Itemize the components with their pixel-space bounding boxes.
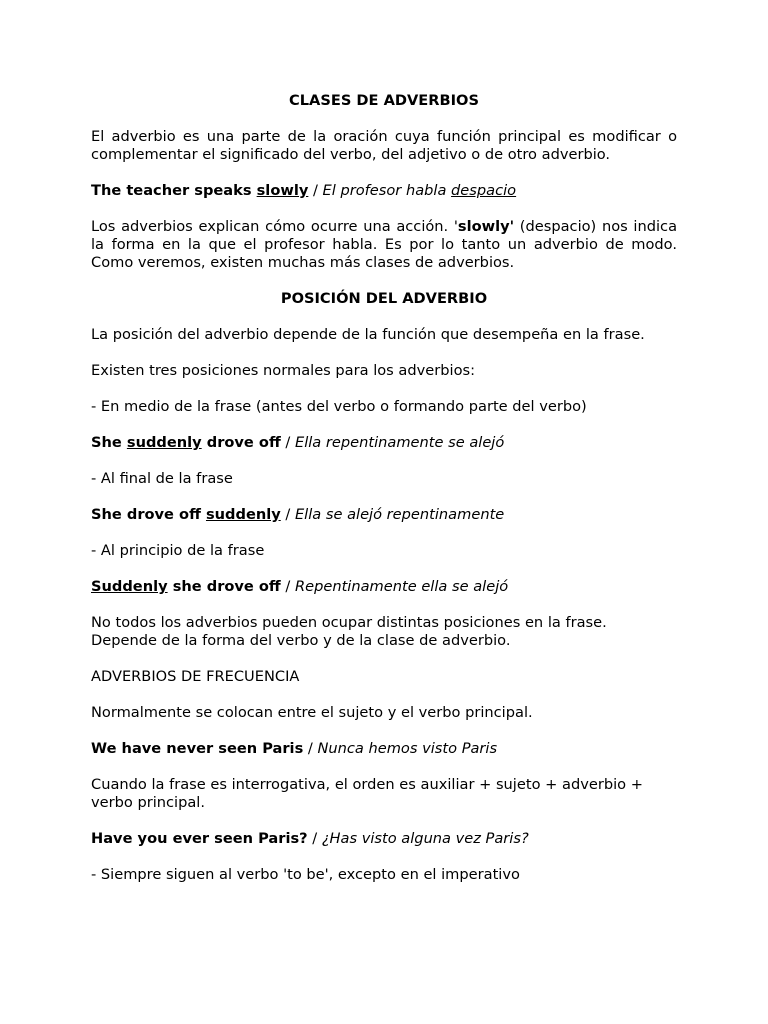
explanation-paragraph: Los adverbios explican cómo ocurre una acción. 'slowly' (despacio) nos indica la forma en la que el profesor habla. Es por lo tanto un adverbio de modo. Como veremos, existen muchas más clases de adverbios. bbox=[91, 218, 678, 271]
frequency-rule: Normalmente se colocan entre el sujeto y el verbo principal. bbox=[91, 704, 533, 721]
to-be-item: - Siempre siguen al verbo 'to be', excepto en el imperativo bbox=[91, 866, 520, 883]
document-body bbox=[91, 92, 677, 902]
example-end: She drove off suddenly / Ella se alejó repentinamente bbox=[91, 506, 505, 523]
middle-position-item: - En medio de la frase (antes del verbo o formando parte del verbo) bbox=[91, 398, 587, 415]
example-slowly: The teacher speaks slowly / El profesor habla despacio bbox=[91, 182, 517, 199]
start-position-item: - Al principio de la frase bbox=[91, 542, 265, 559]
end-position-item: - Al final de la frase bbox=[91, 470, 233, 487]
example-ever: Have you ever seen Paris? / ¿Has visto alguna vez Paris? bbox=[91, 830, 529, 847]
intro-paragraph: El adverbio es una parte de la oración cuya función principal es modificar o complementar el significado del verbo, del adjetivo o de otro adverbio. bbox=[91, 128, 677, 163]
three-positions-text: Existen tres posiciones normales para los adverbios: bbox=[91, 362, 476, 379]
position-intro: La posición del adverbio depende de la función que desempeña en la frase. bbox=[91, 326, 645, 343]
example-never: We have never seen Paris / Nunca hemos visto Paris bbox=[91, 740, 498, 757]
page-title: CLASES DE ADVERBIOS bbox=[289, 92, 479, 109]
section-heading-posicion: POSICIÓN DEL ADVERBIO bbox=[280, 290, 488, 307]
example-middle: She suddenly drove off / Ella repentinamente se alejó bbox=[91, 434, 505, 451]
section-heading-frecuencia: ADVERBIOS DE FRECUENCIA bbox=[91, 668, 300, 685]
not-all-paragraph: No todos los adverbios pueden ocupar distintas posiciones en la frase. Depende de la forma del verbo y de la clase de adverbio. bbox=[91, 614, 607, 649]
example-start: Suddenly she drove off / Repentinamente ella se alejó bbox=[91, 578, 509, 595]
interrogative-paragraph: Cuando la frase es interrogativa, el orden es auxiliar + sujeto + adverbio + verbo principal. bbox=[91, 776, 643, 811]
